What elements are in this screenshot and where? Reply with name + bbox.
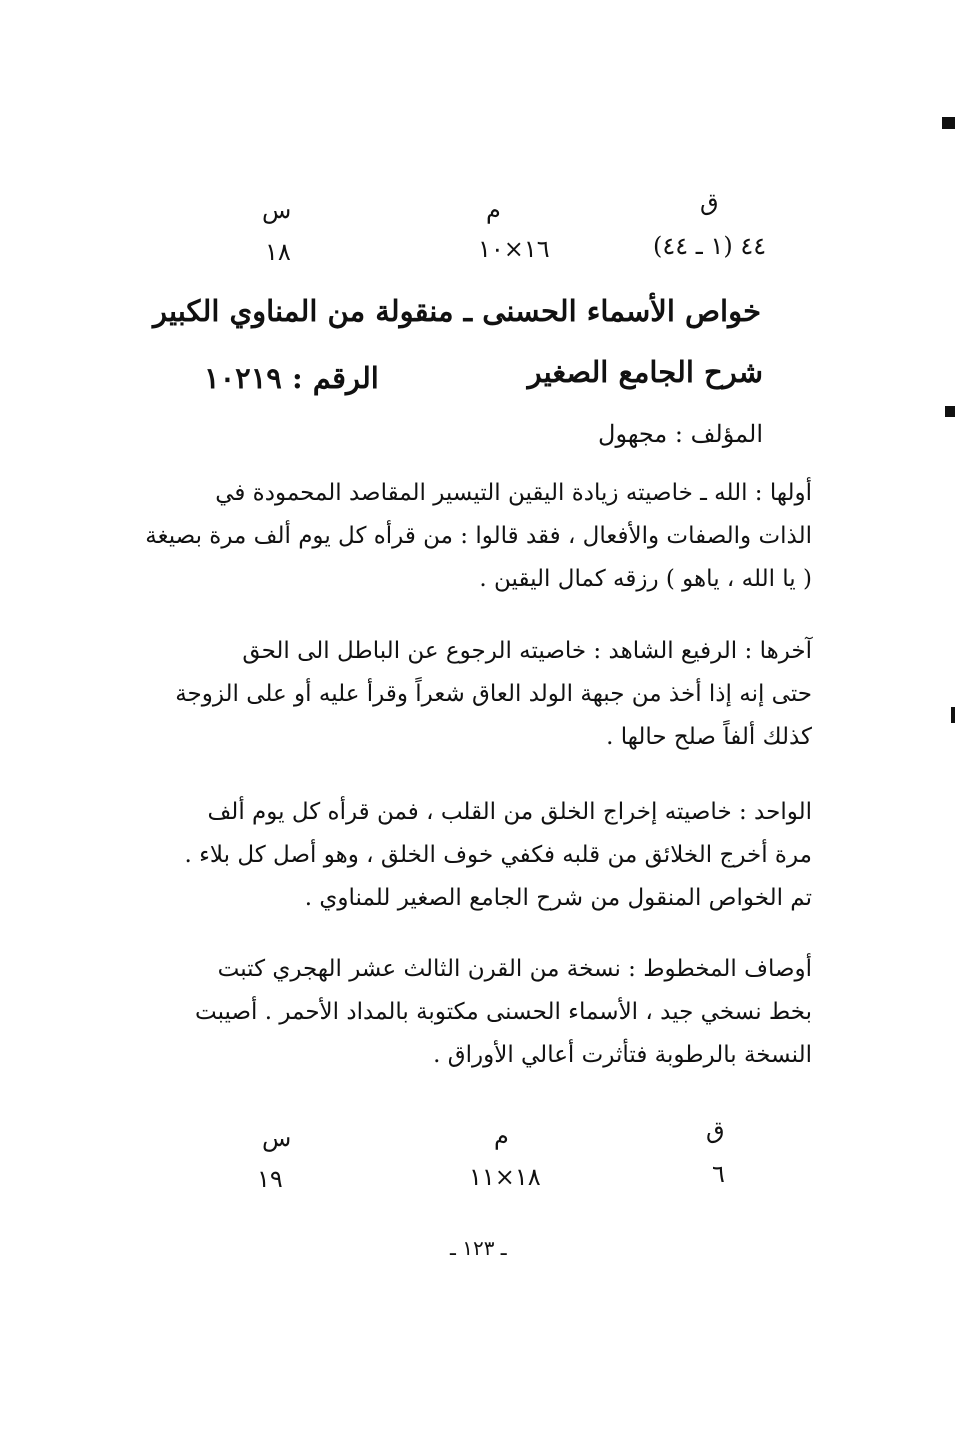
text-line: النسخة بالرطوبة فتأثرت أعالي الأوراق . (433, 1042, 812, 1068)
text-line: أولها : الله ـ خاصيته زيادة اليقين التيسير المقاصد المحمودة في (215, 480, 812, 506)
header-value-s: ١٨ (265, 238, 291, 266)
paragraph-al-wahid (172, 791, 812, 920)
footer-value-q: ٦ (712, 1160, 725, 1188)
header-label-m: م (486, 196, 501, 224)
footer-label-q: ق (706, 1116, 725, 1144)
scan-mark (951, 707, 955, 723)
header-value-q: ٤٤ (١ ـ ٤٤) (653, 232, 767, 260)
text-line: أوصاف المخطوط : نسخة من القرن الثالث عشر الهجري كتبت (217, 956, 812, 982)
manuscript-number: الرقم : ١٠٢١٩ (204, 361, 379, 395)
text-line: آخرها : الرفيع الشاهد : خاصيته الرجوع عن الباطل الى الحق (242, 638, 812, 664)
scan-mark (945, 406, 955, 417)
header-label-q: ق (700, 188, 719, 216)
text-line: بخط نسخي جيد ، الأسماء الحسنى مكتوبة بالمداد الأحمر . أصيبت (195, 999, 812, 1025)
footer-label-m: م (494, 1122, 509, 1150)
paragraph-description (172, 948, 812, 1077)
text-line: الواحد : خاصيته إخراج الخلق من القلب ، فمن قرأه كل يوم ألف (207, 799, 812, 825)
text-line: مرة أخرج الخلائق من قلبه فكفي خوف الخلق ، وهو أصل كل بلاء . (184, 842, 812, 868)
scan-mark (942, 117, 955, 129)
header-value-m: ١٦×١٠ (478, 235, 550, 263)
text-line: حتى إنه إذا أخذ من جبهة الولد العاق شعراً وقرأ عليه أو على الزوجة (175, 681, 812, 707)
header-label-s: س (262, 196, 292, 224)
footer-value-m: ١٨×١١ (469, 1163, 541, 1191)
text-line: ( يا الله ، ياهو ) رزقه كمال اليقين . (479, 566, 812, 592)
text-line: تم الخواص المنقول من شرح الجامع الصغير للمناوي . (304, 885, 812, 911)
manuscript-title: خواص الأسماء الحسنى ـ منقولة من المناوي الكبير (152, 294, 761, 328)
author-line: المؤلف : مجهول (598, 420, 763, 448)
manuscript-subtitle: شرح الجامع الصغير (527, 355, 763, 389)
footer-label-s: س (262, 1124, 292, 1152)
text-line: الذات والصفات والأفعال ، فقد قالوا : من قرأه كل يوم ألف مرة بصيغة (145, 523, 812, 549)
text-line: كذلك ألفاً صلح حالها . (606, 724, 812, 750)
page-number: ـ ١٢٣ ـ (450, 1236, 507, 1260)
paragraph-beginning (145, 472, 812, 601)
paragraph-ending (172, 630, 812, 759)
footer-value-s: ١٩ (257, 1165, 283, 1193)
